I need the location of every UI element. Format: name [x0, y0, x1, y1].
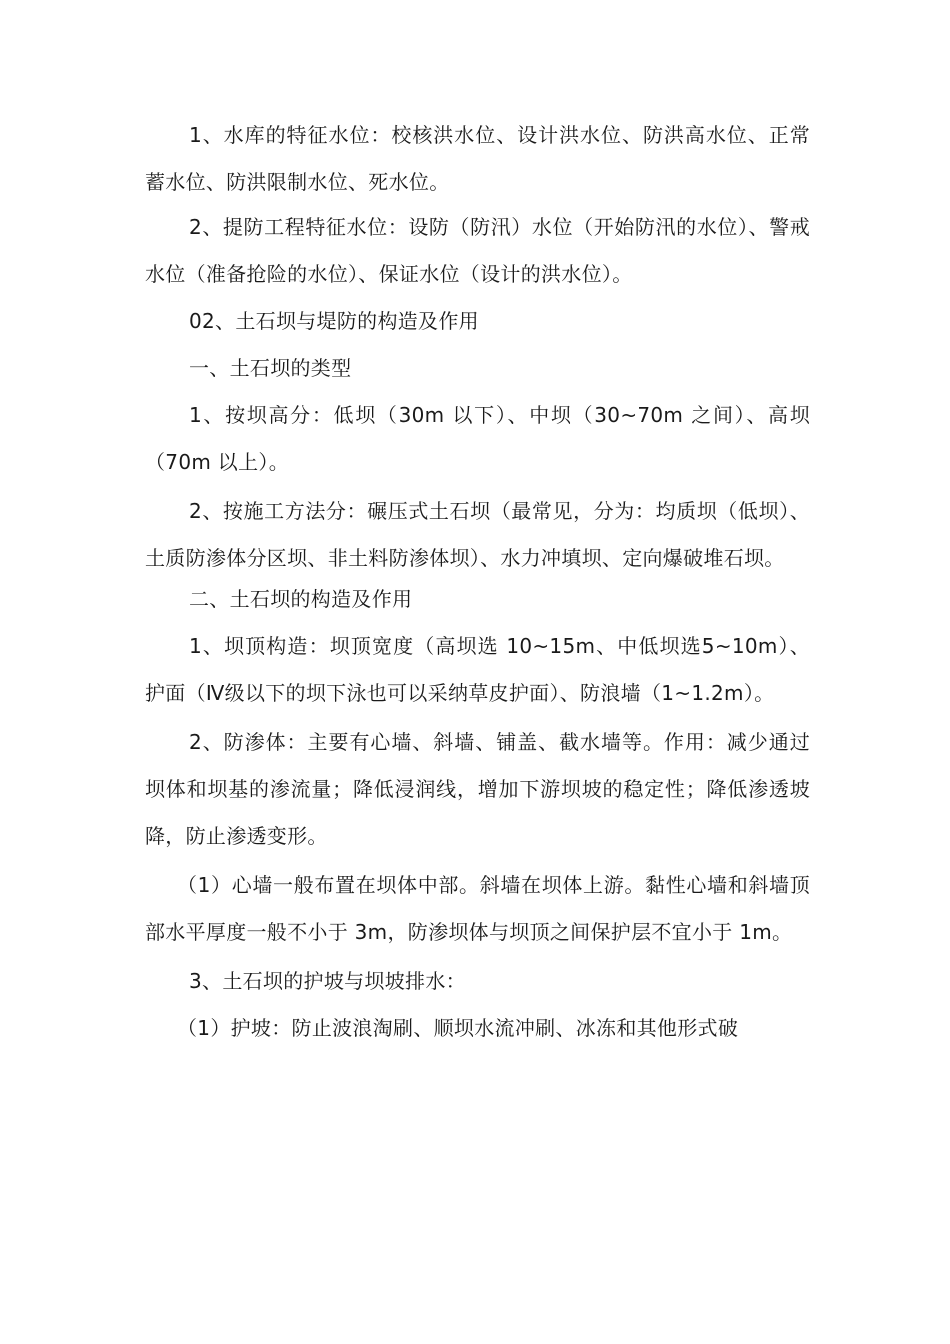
subheading-dam-structure: 二、土石坝的构造及作用 [189, 587, 413, 611]
document-body [145, 112, 810, 1052]
paragraph-reservoir-water-levels: 1、水库的特征水位：校核洪水位、设计洪水位、防洪高水位、正常蓄水位、防洪限制水位、死水位。 [145, 123, 810, 194]
paragraph-seepage-body: 2、防渗体：主要有心墙、斜墙、铺盖、截水墙等。作用：减少通过坝体和坝基的渗流量；降低浸润线，增加下游坝坡的稳定性；降低渗透坡降，防止渗透变形。 [145, 730, 810, 848]
paragraph-crest-structure: 1、坝顶构造：坝顶宽度（高坝选 10~15m、中低坝选5~10m）、护面（Ⅳ级以下的坝下泳也可以采纳草皮护面）、防浪墙（1~1.2m）。 [145, 634, 810, 705]
paragraph-levee-water-levels: 2、提防工程特征水位：设防（防汛）水位（开始防汛的水位）、警戒水位（准备抢险的水位）、保证水位（设计的洪水位）。 [145, 215, 810, 286]
subheading-dam-types: 一、土石坝的类型 [189, 356, 352, 380]
section-heading-02: 02、土石坝与堤防的构造及作用 [189, 309, 479, 333]
paragraph-core-wall: （1）心墙一般布置在坝体中部。斜墙在坝体上游。黏性心墙和斜墙顶部水平厚度一般不小于 3m，防渗坝体与坝顶之间保护层不宜小于 1m。 [145, 873, 810, 944]
paragraph-by-construction: 2、按施工方法分：碾压式土石坝（最常见，分为：均质坝（低坝）、土质防渗体分区坝、非土料防渗体坝）、水力冲填坝、定向爆破堆石坝。 [145, 499, 810, 570]
paragraph-by-height: 1、按坝高分：低坝（30m 以下）、中坝（30~70m 之间）、高坝（70m 以上）。 [145, 403, 810, 474]
paragraph-slope-protection-heading: 3、土石坝的护坡与坝坡排水： [189, 969, 466, 993]
paragraph-slope-protection: （1）护坡：防止波浪淘刷、顺坝水流冲刷、冰冻和其他形式破 [177, 1016, 739, 1040]
